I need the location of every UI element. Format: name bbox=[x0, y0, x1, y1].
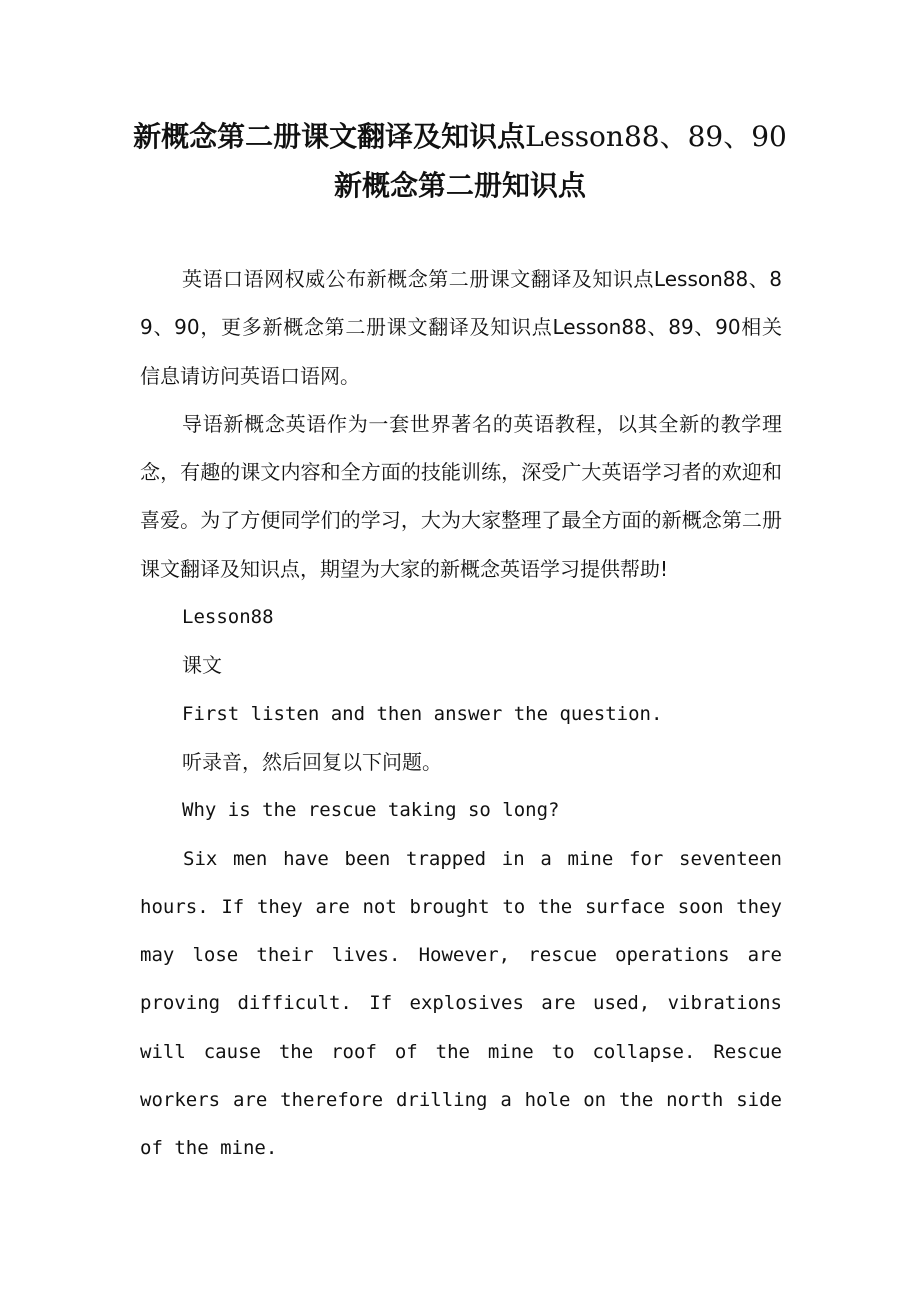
document-title bbox=[130, 112, 790, 210]
intro-paragraph: 英语口语网权威公布新概念第二册课文翻译及知识点Lesson88、89、90，更多新概念第二册课文翻译及知识点Lesson88、89、90相关信息请访问英语口语网。 bbox=[140, 267, 782, 388]
lesson-label: Lesson88 bbox=[182, 606, 274, 629]
guide-paragraph: 导语新概念英语作为一套世界著名的英语教程，以其全新的教学理念，有趣的课文内容和全方面的技能训练，深受广大英语学习者的欢迎和喜爱。为了方便同学们的学习，大为大家整理了最全方面的新概念第二册课文翻译及知识点，期望为大家的新概念英语学习提供帮助! bbox=[140, 411, 782, 581]
instruction-en: First listen and then answer the question. bbox=[182, 702, 663, 725]
document-body bbox=[140, 255, 782, 1173]
text-label: 课文 bbox=[182, 653, 222, 678]
instruction-cn: 听录音，然后回复以下问题。 bbox=[182, 749, 442, 774]
passage: Six men have been trapped in a mine for seventeen hours. If they are not brought to the surface soon they may lose their lives. However, rescue operations are proving difficult. If explosives are used, vibrations will cause the roof of the mine to collapse. Rescue workers are therefore drilling a hole on the north side of the mine. bbox=[140, 847, 782, 1160]
question: Why is the rescue taking so long? bbox=[182, 799, 560, 822]
title-part-3: 新概念第二册知识点 bbox=[333, 169, 586, 202]
title-part-2: Lesson88、89、90 bbox=[525, 120, 787, 153]
title-part-1: 新概念第二册课文翻译及知识点 bbox=[133, 120, 526, 153]
